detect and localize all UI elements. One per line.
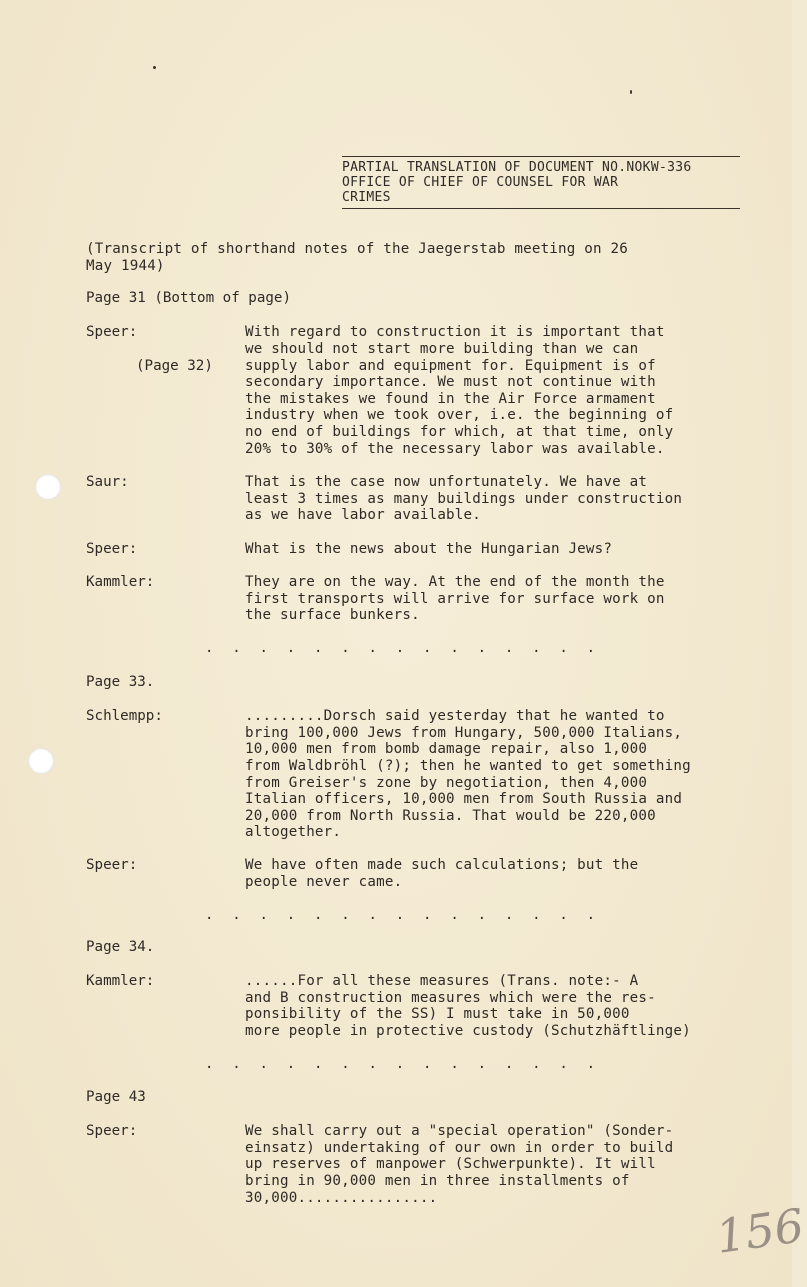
entry-line: They are on the way. At the end of the month the: [245, 574, 665, 590]
entry-line: ponsibility of the SS) I must take in 50,000: [245, 1006, 630, 1022]
entry-line: the mistakes we found in the Air Force armament: [245, 391, 656, 407]
entry-line: We have often made such calculations; but the: [245, 857, 639, 873]
entry-line: least 3 times as many buildings under construction: [245, 491, 683, 507]
header-office-cont: CRIMES: [342, 190, 391, 205]
entry-line: from Waldbröhl (?); then he wanted to get something: [245, 758, 691, 774]
section-separator: . . . . . . . . . . . . . . .: [205, 1056, 601, 1072]
page-label-33: Page 33.: [86, 674, 155, 690]
entry-line: altogether.: [245, 824, 342, 840]
document-header: [342, 156, 742, 209]
entry-line: people never came.: [245, 874, 403, 890]
entry-line: What is the news about the Hungarian Jews?: [245, 541, 613, 557]
entry-line: 20,000 from North Russia. That would be 220,000: [245, 808, 656, 824]
entry-line: and B construction measures which were the res-: [245, 990, 656, 1006]
intro-line-1: (Transcript of shorthand notes of the Jaegerstab meeting on 26: [86, 241, 628, 257]
speaker-label: Saur:: [86, 474, 129, 490]
ink-speck: [630, 90, 632, 94]
handwritten-page-number: 156: [712, 1198, 807, 1264]
side-page-note: (Page 32): [136, 358, 213, 374]
entry-line: secondary importance. We must not continue with: [245, 374, 656, 390]
ink-speck: [153, 66, 156, 69]
entry-line: Italian officers, 10,000 men from South Russia and: [245, 791, 683, 807]
speaker-label: Schlempp:: [86, 708, 163, 724]
page-label-31: Page 31 (Bottom of page): [86, 290, 291, 306]
page-label-43: Page 43: [86, 1089, 146, 1105]
entry-line: no end of buildings for which, at that time, only: [245, 424, 674, 440]
entry-line: 10,000 men from bomb damage repair, also 1,000: [245, 741, 648, 757]
entry-line: industry when we took over, i.e. the beginning of: [245, 407, 674, 423]
entry-line: as we have labor available.: [245, 507, 482, 523]
entry-line: first transports will arrive for surface work on: [245, 591, 665, 607]
entry-line: we should not start more building than we can: [245, 341, 639, 357]
entry-line: more people in protective custody (Schutzhäftlinge): [245, 1023, 691, 1039]
entry-line: That is the case now unfortunately. We have at: [245, 474, 648, 490]
punch-hole-bottom: [28, 748, 54, 774]
entry-line: einsatz) undertaking of our own in order to build: [245, 1140, 674, 1156]
speaker-label: Speer:: [86, 541, 138, 557]
section-separator: . . . . . . . . . . . . . . .: [205, 907, 601, 923]
entry-line: bring in 90,000 men in three installments of: [245, 1173, 630, 1189]
entry-line: bring 100,000 Jews from Hungary, 500,000 Italians,: [245, 725, 683, 741]
entry-line: 30,000................: [245, 1190, 438, 1206]
speaker-label: Speer:: [86, 857, 138, 873]
speaker-label: Kammler:: [86, 574, 155, 590]
speaker-label: Speer:: [86, 1123, 138, 1139]
speaker-label: Kammler:: [86, 973, 155, 989]
entry-line: 20% to 30% of the necessary labor was available.: [245, 441, 665, 457]
punch-hole-top: [35, 474, 61, 500]
page-label-34: Page 34.: [86, 939, 155, 955]
entry-line: ......For all these measures (Trans. note:- A: [245, 973, 639, 989]
intro-line-2: May 1944): [86, 258, 165, 274]
header-office: OFFICE OF CHIEF OF COUNSEL FOR WAR: [342, 175, 619, 190]
speaker-label: Speer:: [86, 324, 138, 340]
entry-line: We shall carry out a "special operation" (Sonder-: [245, 1123, 674, 1139]
section-separator: . . . . . . . . . . . . . . .: [205, 640, 601, 656]
header-bottom-rule: [342, 208, 740, 209]
entry-line: .........Dorsch said yesterday that he wanted to: [245, 708, 665, 724]
entry-line: the surface bunkers.: [245, 607, 420, 623]
header-top-rule: [342, 156, 740, 157]
entry-line: up reserves of manpower (Schwerpunkte). It will: [245, 1156, 656, 1172]
entry-line: With regard to construction it is important that: [245, 324, 665, 340]
entry-line: supply labor and equipment for. Equipment is of: [245, 358, 656, 374]
entry-line: from Greiser's zone by negotiation, then 4,000: [245, 775, 648, 791]
header-title: PARTIAL TRANSLATION OF DOCUMENT NO.NOKW-336: [342, 160, 692, 175]
